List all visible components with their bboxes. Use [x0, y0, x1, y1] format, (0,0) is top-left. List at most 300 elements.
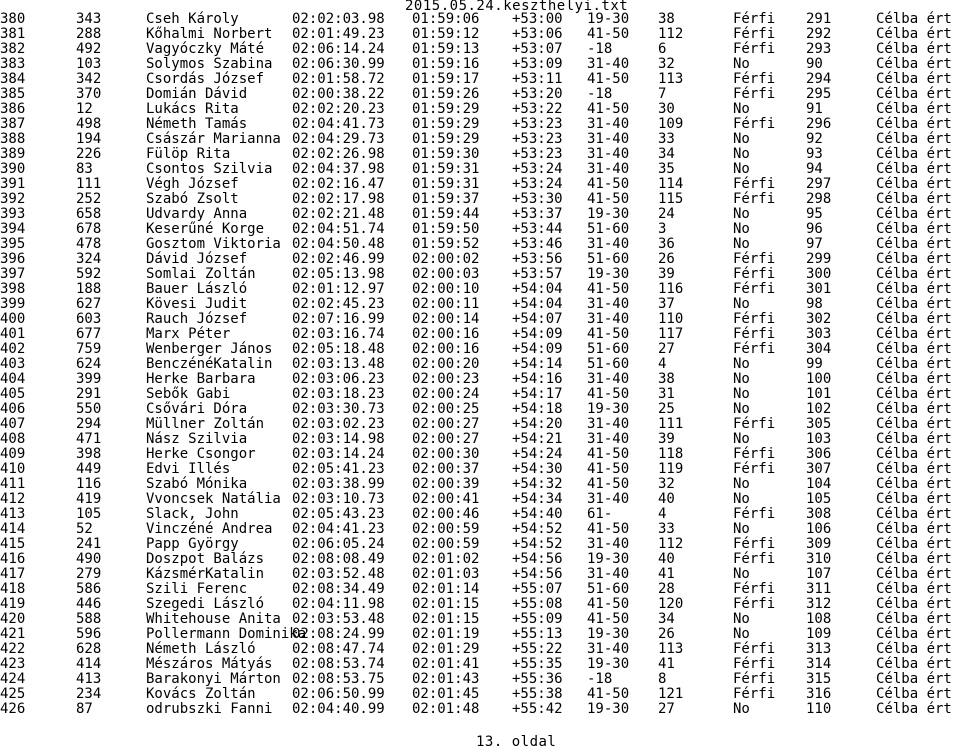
- name-cell: Müllner Zoltán: [146, 416, 265, 432]
- status-cell: Célba ért: [876, 371, 952, 387]
- gender-rank-cell: 91: [806, 101, 823, 117]
- name-cell: Cseh Károly: [146, 11, 239, 27]
- behind-cell: +53:07: [512, 41, 563, 57]
- name-cell: Csordás József: [146, 71, 265, 87]
- category-rank-cell: 115: [658, 191, 684, 207]
- bib-cell: 399: [76, 371, 102, 387]
- rank-cell: 391: [0, 176, 26, 192]
- table-row: [0, 267, 960, 282]
- name-cell: Slack, John: [146, 506, 239, 522]
- gross-time-cell: 02:06:50.99: [292, 686, 385, 702]
- behind-cell: +53:09: [512, 56, 563, 72]
- status-cell: Célba ért: [876, 251, 952, 267]
- net-time-cell: 02:00:16: [412, 326, 480, 342]
- status-cell: Célba ért: [876, 401, 952, 417]
- bib-cell: 658: [76, 206, 102, 222]
- status-cell: Célba ért: [876, 491, 952, 507]
- name-cell: Kőhalmi Norbert: [146, 26, 273, 42]
- behind-cell: +54:52: [512, 521, 563, 537]
- status-cell: Célba ért: [876, 626, 952, 642]
- gender-rank-cell: 98: [806, 296, 823, 312]
- rank-cell: 410: [0, 461, 26, 477]
- rank-cell: 403: [0, 356, 26, 372]
- gross-time-cell: 02:08:34.49: [292, 581, 385, 597]
- table-row: [0, 537, 960, 552]
- rank-cell: 392: [0, 191, 26, 207]
- table-row: [0, 372, 960, 387]
- gross-time-cell: 02:03:30.73: [292, 401, 385, 417]
- behind-cell: +53:44: [512, 221, 563, 237]
- gross-time-cell: 02:03:38.99: [292, 476, 385, 492]
- net-time-cell: 02:01:43: [412, 671, 480, 687]
- age-group-cell: 41-50: [587, 101, 630, 117]
- name-cell: Bauer László: [146, 281, 248, 297]
- bib-cell: 627: [76, 296, 102, 312]
- gender-cell: Férfi: [733, 266, 776, 282]
- net-time-cell: 01:59:13: [412, 41, 480, 57]
- status-cell: Célba ért: [876, 41, 952, 57]
- table-row: [0, 72, 960, 87]
- behind-cell: +54:16: [512, 371, 563, 387]
- status-cell: Célba ért: [876, 356, 952, 372]
- category-rank-cell: 33: [658, 131, 675, 147]
- category-rank-cell: 4: [658, 506, 667, 522]
- age-group-cell: 31-40: [587, 416, 630, 432]
- rank-cell: 393: [0, 206, 26, 222]
- age-group-cell: 41-50: [587, 326, 630, 342]
- status-cell: Célba ért: [876, 581, 952, 597]
- status-cell: Célba ért: [876, 116, 952, 132]
- table-row: [0, 12, 960, 27]
- gender-rank-cell: 100: [806, 371, 832, 387]
- category-rank-cell: 114: [658, 176, 684, 192]
- age-group-cell: 19-30: [587, 626, 630, 642]
- age-group-cell: 41-50: [587, 596, 630, 612]
- name-cell: Herke Barbara: [146, 371, 256, 387]
- bib-cell: 678: [76, 221, 102, 237]
- bib-cell: 759: [76, 341, 102, 357]
- behind-cell: +54:17: [512, 386, 563, 402]
- name-cell: Pollermann Dominika: [146, 626, 307, 642]
- net-time-cell: 01:59:52: [412, 236, 480, 252]
- net-time-cell: 01:59:29: [412, 116, 480, 132]
- category-rank-cell: 34: [658, 611, 675, 627]
- gender-rank-cell: 299: [806, 251, 832, 267]
- behind-cell: +53:23: [512, 131, 563, 147]
- category-rank-cell: 120: [658, 596, 684, 612]
- gender-rank-cell: 95: [806, 206, 823, 222]
- bib-cell: 343: [76, 11, 102, 27]
- bib-cell: 414: [76, 656, 102, 672]
- rank-cell: 401: [0, 326, 26, 342]
- name-cell: Dávid József: [146, 251, 248, 267]
- status-cell: Célba ért: [876, 56, 952, 72]
- status-cell: Célba ért: [876, 701, 952, 717]
- bib-cell: 603: [76, 311, 102, 327]
- gender-cell: Férfi: [733, 416, 776, 432]
- status-cell: Célba ért: [876, 296, 952, 312]
- gross-time-cell: 02:05:43.23: [292, 506, 385, 522]
- rank-cell: 386: [0, 101, 26, 117]
- category-rank-cell: 41: [658, 566, 675, 582]
- name-cell: Szabó Mónika: [146, 476, 248, 492]
- gender-cell: No: [733, 476, 750, 492]
- rank-cell: 423: [0, 656, 26, 672]
- gross-time-cell: 02:02:16.47: [292, 176, 385, 192]
- table-row: [0, 237, 960, 252]
- status-cell: Célba ért: [876, 146, 952, 162]
- gender-cell: Férfi: [733, 341, 776, 357]
- category-rank-cell: 25: [658, 401, 675, 417]
- status-cell: Célba ért: [876, 191, 952, 207]
- table-row: [0, 522, 960, 537]
- status-cell: Célba ért: [876, 671, 952, 687]
- gender-rank-cell: 311: [806, 581, 832, 597]
- document-header: 2015.05.24.keszthelyi.txt: [405, 0, 629, 14]
- net-time-cell: 01:59:31: [412, 176, 480, 192]
- name-cell: Fülöp Rita: [146, 146, 231, 162]
- age-group-cell: 19-30: [587, 551, 630, 567]
- table-row: [0, 177, 960, 192]
- gender-cell: No: [733, 611, 750, 627]
- net-time-cell: 02:00:39: [412, 476, 480, 492]
- bib-cell: 471: [76, 431, 102, 447]
- age-group-cell: 19-30: [587, 401, 630, 417]
- gender-cell: Férfi: [733, 11, 776, 27]
- gross-time-cell: 02:04:29.73: [292, 131, 385, 147]
- table-row: [0, 42, 960, 57]
- rank-cell: 405: [0, 386, 26, 402]
- bib-cell: 194: [76, 131, 102, 147]
- status-cell: Célba ért: [876, 506, 952, 522]
- gross-time-cell: 02:01:58.72: [292, 71, 385, 87]
- behind-cell: +53:24: [512, 161, 563, 177]
- behind-cell: +54:30: [512, 461, 563, 477]
- name-cell: Gosztom Viktoria: [146, 236, 281, 252]
- gross-time-cell: 02:03:53.48: [292, 611, 385, 627]
- behind-cell: +55:38: [512, 686, 563, 702]
- net-time-cell: 02:00:16: [412, 341, 480, 357]
- net-time-cell: 01:59:44: [412, 206, 480, 222]
- status-cell: Célba ért: [876, 26, 952, 42]
- net-time-cell: 02:00:03: [412, 266, 480, 282]
- rank-cell: 409: [0, 446, 26, 462]
- age-group-cell: 31-40: [587, 116, 630, 132]
- name-cell: Császár Marianna: [146, 131, 281, 147]
- net-time-cell: 02:00:27: [412, 431, 480, 447]
- net-time-cell: 01:59:31: [412, 161, 480, 177]
- status-cell: Célba ért: [876, 206, 952, 222]
- table-row: [0, 147, 960, 162]
- age-group-cell: 19-30: [587, 206, 630, 222]
- net-time-cell: 02:00:41: [412, 491, 480, 507]
- rank-cell: 395: [0, 236, 26, 252]
- behind-cell: +53:37: [512, 206, 563, 222]
- gross-time-cell: 02:06:14.24: [292, 41, 385, 57]
- behind-cell: +54:32: [512, 476, 563, 492]
- bib-cell: 624: [76, 356, 102, 372]
- gross-time-cell: 02:03:52.48: [292, 566, 385, 582]
- name-cell: Végh József: [146, 176, 239, 192]
- category-rank-cell: 39: [658, 266, 675, 282]
- bib-cell: 116: [76, 476, 102, 492]
- gross-time-cell: 02:03:13.48: [292, 356, 385, 372]
- gender-cell: No: [733, 101, 750, 117]
- gross-time-cell: 02:07:16.99: [292, 311, 385, 327]
- table-row: [0, 432, 960, 447]
- gender-rank-cell: 312: [806, 596, 832, 612]
- table-row: [0, 27, 960, 42]
- gender-cell: Férfi: [733, 536, 776, 552]
- table-row: [0, 387, 960, 402]
- gross-time-cell: 02:08:24.99: [292, 626, 385, 642]
- status-cell: Célba ért: [876, 551, 952, 567]
- gender-rank-cell: 295: [806, 86, 832, 102]
- net-time-cell: 02:01:02: [412, 551, 480, 567]
- gender-cell: No: [733, 386, 750, 402]
- bib-cell: 586: [76, 581, 102, 597]
- bib-cell: 241: [76, 536, 102, 552]
- net-time-cell: 02:00:23: [412, 371, 480, 387]
- behind-cell: +55:09: [512, 611, 563, 627]
- gross-time-cell: 02:04:40.99: [292, 701, 385, 717]
- gender-cell: No: [733, 206, 750, 222]
- status-cell: Célba ért: [876, 686, 952, 702]
- bib-cell: 449: [76, 461, 102, 477]
- table-row: [0, 102, 960, 117]
- status-cell: Célba ért: [876, 596, 952, 612]
- bib-cell: 370: [76, 86, 102, 102]
- age-group-cell: 31-40: [587, 371, 630, 387]
- gross-time-cell: 02:04:51.74: [292, 221, 385, 237]
- rank-cell: 422: [0, 641, 26, 657]
- gross-time-cell: 02:03:02.23: [292, 416, 385, 432]
- gender-rank-cell: 302: [806, 311, 832, 327]
- behind-cell: +53:57: [512, 266, 563, 282]
- behind-cell: +55:36: [512, 671, 563, 687]
- status-cell: Célba ért: [876, 281, 952, 297]
- status-cell: Célba ért: [876, 536, 952, 552]
- rank-cell: 397: [0, 266, 26, 282]
- gender-rank-cell: 315: [806, 671, 832, 687]
- category-rank-cell: 41: [658, 656, 675, 672]
- gender-cell: No: [733, 146, 750, 162]
- rank-cell: 384: [0, 71, 26, 87]
- gender-cell: No: [733, 701, 750, 717]
- table-row: [0, 567, 960, 582]
- age-group-cell: -18: [587, 86, 613, 102]
- table-row: [0, 702, 960, 717]
- age-group-cell: 41-50: [587, 71, 630, 87]
- category-rank-cell: 32: [658, 56, 675, 72]
- age-group-cell: 41-50: [587, 176, 630, 192]
- net-time-cell: 02:00:59: [412, 521, 480, 537]
- name-cell: Keserűné Korge: [146, 221, 265, 237]
- behind-cell: +53:30: [512, 191, 563, 207]
- table-row: [0, 57, 960, 72]
- status-cell: Célba ért: [876, 566, 952, 582]
- behind-cell: +53:24: [512, 176, 563, 192]
- rank-cell: 411: [0, 476, 26, 492]
- table-row: [0, 117, 960, 132]
- net-time-cell: 02:00:14: [412, 311, 480, 327]
- behind-cell: +53:46: [512, 236, 563, 252]
- rank-cell: 415: [0, 536, 26, 552]
- behind-cell: +53:11: [512, 71, 563, 87]
- age-group-cell: 31-40: [587, 641, 630, 657]
- age-group-cell: 31-40: [587, 311, 630, 327]
- gross-time-cell: 02:08:47.74: [292, 641, 385, 657]
- rank-cell: 388: [0, 131, 26, 147]
- rank-cell: 408: [0, 431, 26, 447]
- gender-rank-cell: 294: [806, 71, 832, 87]
- bib-cell: 628: [76, 641, 102, 657]
- gender-cell: Férfi: [733, 446, 776, 462]
- status-cell: Célba ért: [876, 266, 952, 282]
- gross-time-cell: 02:03:14.24: [292, 446, 385, 462]
- gender-cell: No: [733, 566, 750, 582]
- gender-cell: No: [733, 356, 750, 372]
- category-rank-cell: 109: [658, 116, 684, 132]
- rank-cell: 417: [0, 566, 26, 582]
- behind-cell: +53:22: [512, 101, 563, 117]
- status-cell: Célba ért: [876, 131, 952, 147]
- gender-rank-cell: 316: [806, 686, 832, 702]
- category-rank-cell: 8: [658, 671, 667, 687]
- bib-cell: 398: [76, 446, 102, 462]
- behind-cell: +54:56: [512, 551, 563, 567]
- name-cell: Barakonyi Márton: [146, 671, 281, 687]
- gender-rank-cell: 296: [806, 116, 832, 132]
- status-cell: Célba ért: [876, 221, 952, 237]
- bib-cell: 342: [76, 71, 102, 87]
- table-row: [0, 492, 960, 507]
- age-group-cell: -18: [587, 41, 613, 57]
- gross-time-cell: 02:06:05.24: [292, 536, 385, 552]
- name-cell: Németh Tamás: [146, 116, 248, 132]
- bib-cell: 596: [76, 626, 102, 642]
- table-row: [0, 447, 960, 462]
- status-cell: Célba ért: [876, 326, 952, 342]
- category-rank-cell: 116: [658, 281, 684, 297]
- category-rank-cell: 4: [658, 356, 667, 372]
- status-cell: Célba ért: [876, 461, 952, 477]
- bib-cell: 677: [76, 326, 102, 342]
- gross-time-cell: 02:02:03.98: [292, 11, 385, 27]
- category-rank-cell: 27: [658, 701, 675, 717]
- gender-cell: Férfi: [733, 86, 776, 102]
- net-time-cell: 02:01:15: [412, 611, 480, 627]
- gender-rank-cell: 308: [806, 506, 832, 522]
- gender-rank-cell: 292: [806, 26, 832, 42]
- gross-time-cell: 02:03:10.73: [292, 491, 385, 507]
- name-cell: Doszpot Balázs: [146, 551, 265, 567]
- table-row: [0, 657, 960, 672]
- bib-cell: 234: [76, 686, 102, 702]
- behind-cell: +55:22: [512, 641, 563, 657]
- category-rank-cell: 38: [658, 371, 675, 387]
- gender-rank-cell: 301: [806, 281, 832, 297]
- age-group-cell: 41-50: [587, 461, 630, 477]
- name-cell: Lukács Rita: [146, 101, 239, 117]
- net-time-cell: 02:01:29: [412, 641, 480, 657]
- status-cell: Célba ért: [876, 86, 952, 102]
- table-row: [0, 507, 960, 522]
- table-row: [0, 207, 960, 222]
- net-time-cell: 01:59:26: [412, 86, 480, 102]
- gender-rank-cell: 108: [806, 611, 832, 627]
- status-cell: Célba ért: [876, 431, 952, 447]
- age-group-cell: 41-50: [587, 281, 630, 297]
- status-cell: Célba ért: [876, 521, 952, 537]
- net-time-cell: 02:00:59: [412, 536, 480, 552]
- table-row: [0, 627, 960, 642]
- gross-time-cell: 02:03:06.23: [292, 371, 385, 387]
- net-time-cell: 02:01:41: [412, 656, 480, 672]
- category-rank-cell: 38: [658, 11, 675, 27]
- table-row: [0, 327, 960, 342]
- net-time-cell: 01:59:17: [412, 71, 480, 87]
- gender-rank-cell: 103: [806, 431, 832, 447]
- gross-time-cell: 02:04:37.98: [292, 161, 385, 177]
- behind-cell: +54:40: [512, 506, 563, 522]
- gender-rank-cell: 90: [806, 56, 823, 72]
- status-cell: Célba ért: [876, 311, 952, 327]
- gender-rank-cell: 110: [806, 701, 832, 717]
- category-rank-cell: 111: [658, 416, 684, 432]
- gender-cell: Férfi: [733, 26, 776, 42]
- rank-cell: 390: [0, 161, 26, 177]
- behind-cell: +55:35: [512, 656, 563, 672]
- table-row: [0, 87, 960, 102]
- category-rank-cell: 6: [658, 41, 667, 57]
- behind-cell: +54:21: [512, 431, 563, 447]
- status-cell: Célba ért: [876, 236, 952, 252]
- gender-cell: No: [733, 296, 750, 312]
- gender-rank-cell: 307: [806, 461, 832, 477]
- gross-time-cell: 02:03:14.98: [292, 431, 385, 447]
- age-group-cell: 41-50: [587, 386, 630, 402]
- category-rank-cell: 32: [658, 476, 675, 492]
- gender-rank-cell: 92: [806, 131, 823, 147]
- gross-time-cell: 02:02:17.98: [292, 191, 385, 207]
- behind-cell: +54:24: [512, 446, 563, 462]
- gender-cell: No: [733, 221, 750, 237]
- name-cell: Kovács Zoltán: [146, 686, 256, 702]
- age-group-cell: 41-50: [587, 191, 630, 207]
- name-cell: Vinczéné Andrea: [146, 521, 273, 537]
- behind-cell: +53:23: [512, 116, 563, 132]
- age-group-cell: 19-30: [587, 701, 630, 717]
- category-rank-cell: 28: [658, 581, 675, 597]
- age-group-cell: 31-40: [587, 566, 630, 582]
- net-time-cell: 02:00:25: [412, 401, 480, 417]
- table-row: [0, 402, 960, 417]
- gender-rank-cell: 106: [806, 521, 832, 537]
- rank-cell: 387: [0, 116, 26, 132]
- status-cell: Célba ért: [876, 386, 952, 402]
- behind-cell: +53:23: [512, 146, 563, 162]
- rank-cell: 421: [0, 626, 26, 642]
- category-rank-cell: 117: [658, 326, 684, 342]
- bib-cell: 478: [76, 236, 102, 252]
- net-time-cell: 02:00:02: [412, 251, 480, 267]
- gender-rank-cell: 309: [806, 536, 832, 552]
- behind-cell: +55:13: [512, 626, 563, 642]
- name-cell: Vvoncsek Natália: [146, 491, 281, 507]
- name-cell: Kövesi Judit: [146, 296, 248, 312]
- category-rank-cell: 26: [658, 626, 675, 642]
